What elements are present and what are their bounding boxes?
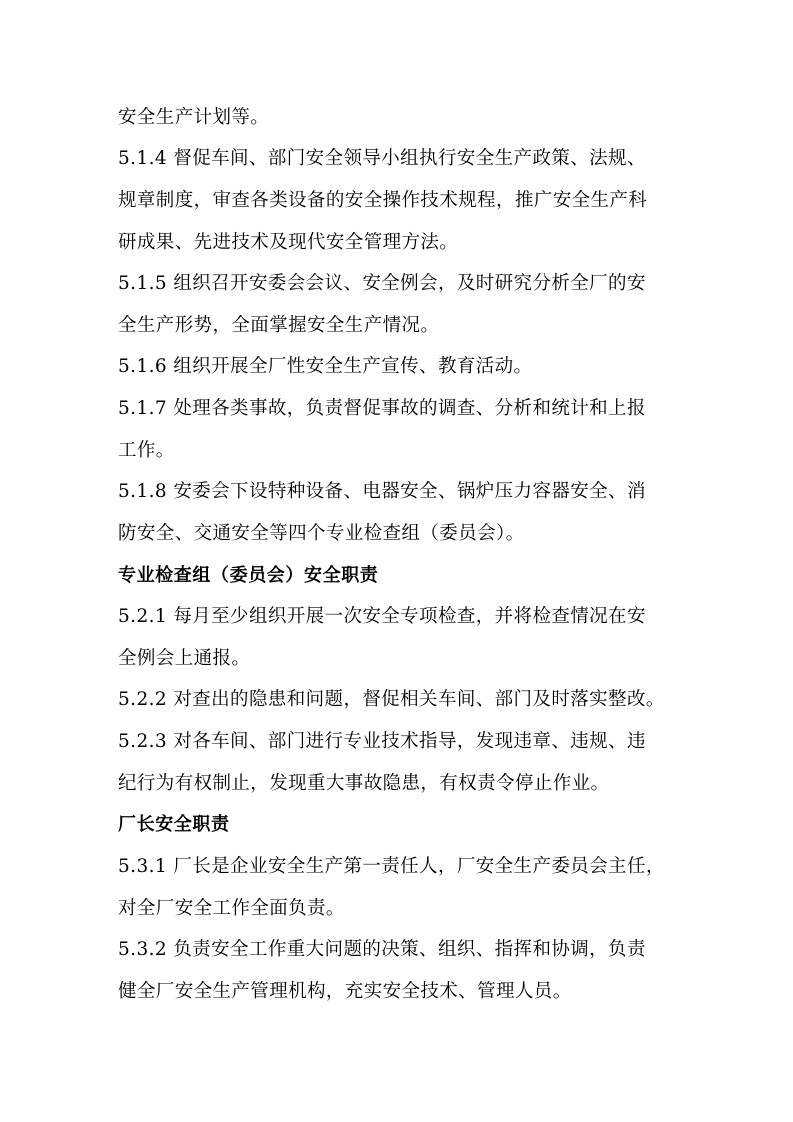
clause-5-1-4: 5.1.4 督促车间、部门安全领导小组执行安全生产政策、法规、 <box>118 148 646 169</box>
clause-5-1-7: 5.1.7 处理各类事故，负责督促事故的调查、分析和统计和上报 <box>118 398 646 419</box>
clause-5-1-6: 5.1.6 组织开展全厂性安全生产宣传、教育活动。 <box>118 356 533 377</box>
clause-5-3-1: 5.3.1 厂长是企业安全生产第一责任人，厂安全生产委员会主任， <box>118 856 665 877</box>
clause-5-2-1: 5.2.1 每月至少组织开展一次安全专项检查，并将检查情况在安 <box>118 606 646 627</box>
text-line: 规章制度，审查各类设备的安全操作技术规程，推广安全生产科 <box>118 190 648 211</box>
text-line: 健全厂安全生产管理机构，充实安全技术、管理人员。 <box>118 981 572 1002</box>
text-line: 纪行为有权制止，发现重大事故隐患，有权责令停止作业。 <box>118 773 610 794</box>
clause-5-2-3: 5.2.3 对各车间、部门进行专业技术指导，发现违章、违规、违 <box>118 731 646 752</box>
text-line: 安全生产计划等。 <box>118 107 270 128</box>
section-heading-inspection-groups: 专业检查组（委员会）安全职责 <box>118 565 379 586</box>
clause-5-2-2: 5.2.2 对查出的隐患和问题，督促相关车间、部门及时落实整改。 <box>118 689 665 710</box>
clause-5-1-5: 5.1.5 组织召开安委会会议、安全例会，及时研究分析全厂的安 <box>118 273 646 294</box>
section-heading-factory-director: 厂长安全职责 <box>118 814 230 835</box>
text-line: 对全厂安全工作全面负责。 <box>118 898 345 919</box>
text-line: 全例会上通报。 <box>118 648 251 669</box>
text-line: 工作。 <box>118 440 175 461</box>
clause-5-1-8: 5.1.8 安委会下设特种设备、电器安全、锅炉压力容器安全、消 <box>118 481 646 502</box>
text-line: 全生产形势，全面掌握安全生产情况。 <box>118 315 440 336</box>
clause-5-3-2: 5.3.2 负责安全工作重大问题的决策、组织、指挥和协调，负责 <box>118 939 646 960</box>
text-line: 研成果、先进技术及现代安全管理方法。 <box>118 232 459 253</box>
text-line: 防安全、交通安全等四个专业检查组（委员会）。 <box>118 523 525 544</box>
